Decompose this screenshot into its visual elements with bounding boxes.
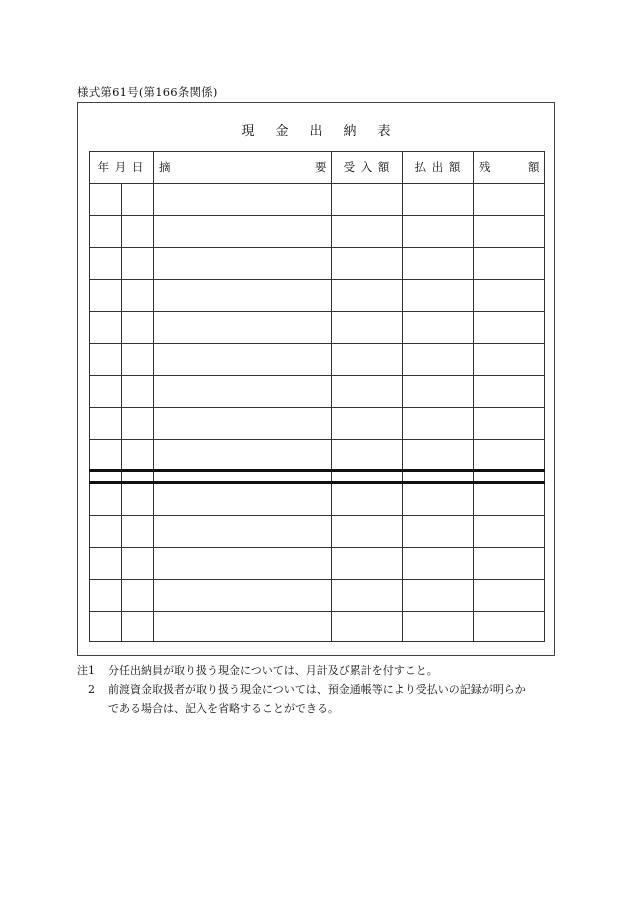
- note-text: 分任出納員が取り扱う現金については、月計及び累計を付すこと。: [108, 664, 438, 677]
- header-balance-start: 残: [479, 160, 491, 174]
- note-number: 1: [88, 664, 95, 677]
- form-number: 様式第61号(第166条関係): [77, 85, 218, 99]
- ledger-grid: [89, 151, 545, 642]
- header-payments: 払 出 額: [414, 160, 462, 174]
- form-title: 現金出納表: [241, 124, 412, 139]
- note-number: 2: [88, 683, 95, 696]
- note-item: [77, 661, 567, 680]
- notes: [77, 661, 567, 718]
- header-summary-end: 要: [315, 160, 327, 174]
- note-text: 前渡資金取扱者が取り扱う現金については、預金通帳等により受払いの記録が明らか: [108, 683, 526, 696]
- note-item: [77, 680, 567, 699]
- break-line-bottom: [89, 481, 545, 484]
- note-text-continued: である場合は、記入を省略することができる。: [108, 702, 339, 715]
- header-balance-end: 額: [528, 160, 540, 174]
- break-line-top: [89, 469, 545, 472]
- ledger-table: [89, 151, 545, 642]
- cash-ledger-form: [77, 102, 555, 656]
- note-label: 注: [77, 664, 88, 677]
- header-receipts: 受 入 額: [343, 160, 391, 174]
- header-summary-start: 摘: [159, 160, 171, 174]
- table-border: [90, 152, 545, 642]
- header-date: 年 月 日: [97, 160, 145, 174]
